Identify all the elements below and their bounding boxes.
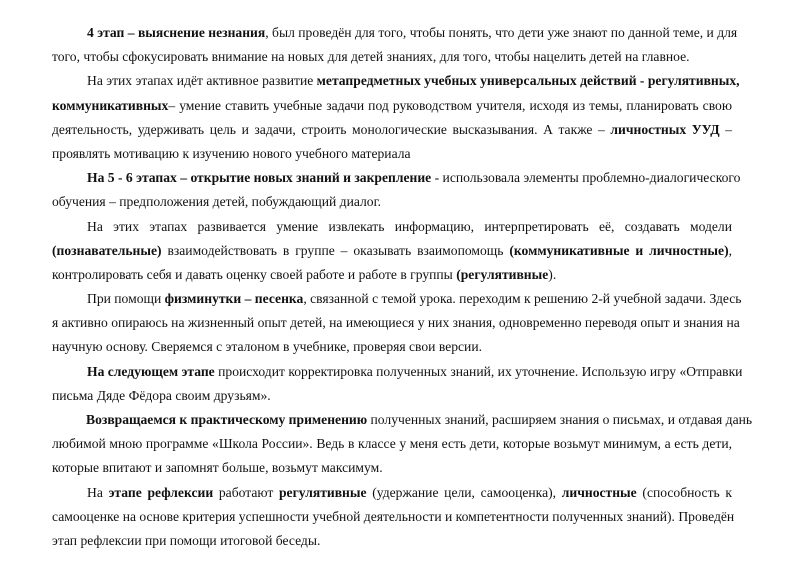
paragraph [52, 166, 741, 214]
bold-text-run: коммуникативных [52, 97, 169, 113]
document-body [52, 21, 753, 553]
text-line [52, 481, 732, 505]
text-run: того, чтобы сфокусировать внимание на новых для детей знаниях, для того, чтобы нацелить детей на главное. [52, 49, 690, 65]
text-run: контролировать себя и давать оценку своей работе и работе в группы [52, 266, 457, 282]
text-run: – умение ставить учебные задачи под руководством учителя, исходя из темы, планировать свою [168, 97, 732, 113]
text-run: На [87, 484, 109, 500]
text-line [52, 311, 740, 335]
paragraph [52, 360, 743, 408]
paragraph [52, 215, 732, 288]
bold-text-run: метапредметных учебных универсальных действий - регулятивных, [316, 73, 740, 89]
bold-text-run: (коммуникативные и личностные) [509, 242, 729, 258]
text-run: - использовала элементы проблемно-диалогического [431, 170, 741, 186]
text-run: (удержание цели, самооценка), [366, 484, 562, 500]
paragraph [52, 481, 735, 554]
text-run: На этих этапах развивается умение извлекать информацию, интерпретировать её, создавать модели [87, 218, 732, 234]
text-line [52, 335, 732, 359]
text-line [52, 505, 735, 529]
text-run: полученных знаний, расширяем знания о письмах, и отдавая дань [367, 412, 753, 427]
bold-text-run: (познавательные) [52, 242, 162, 258]
text-run: , [728, 242, 732, 258]
bold-text-run: регулятивные [279, 484, 367, 500]
text-line [52, 384, 732, 408]
text-run: которые впитают и запомнят больше, возьмут максимум. [52, 460, 383, 476]
bold-text-run: 4 этап – выяснение незнания [87, 25, 266, 40]
bold-text-run: Возвращаемся к практическому применению [86, 412, 368, 427]
text-line [52, 190, 732, 214]
text-line [52, 166, 741, 190]
text-line [52, 45, 732, 69]
text-line [52, 408, 753, 432]
text-run: обучения – предположения детей, побуждающий диалог. [52, 194, 382, 210]
paragraph [52, 21, 738, 69]
bold-text-run: этапе рефлексии [108, 484, 214, 500]
text-line [52, 529, 732, 553]
text-run: я активно опираюсь на жизненный опыт детей, на имеющиеся у них знания, одновременно переводя опыт и знания на [52, 315, 740, 331]
text-run: самооценке на основе критерия успешности учебной деятельности и компетентности полученных знаний). Проведён [52, 508, 735, 524]
paragraph [52, 408, 753, 481]
text-line [52, 239, 732, 263]
text-line [52, 360, 743, 384]
text-run: (способность к [636, 484, 733, 500]
bold-text-run: личностных УУД [610, 121, 720, 137]
text-run: На этих этапах идёт активное развитие [87, 73, 317, 89]
text-line [52, 263, 732, 287]
paragraph [52, 287, 742, 360]
text-line [52, 142, 732, 166]
text-run: письма Дяде Фёдора своим друзьям». [52, 387, 271, 403]
text-run: взаимодействовать в группе – оказывать взаимопомощь [161, 242, 510, 258]
text-line [52, 432, 732, 456]
text-line [52, 94, 732, 118]
bold-text-run: личностные [561, 484, 637, 500]
bold-text-run: (регулятивные [456, 266, 549, 282]
text-run: любимой мною программе «Школа России». Ведь в классе у меня есть дети, которые возьмут минимум, а есть дети, [52, 436, 732, 452]
text-run: , связанной с темой урока. переходим к решению 2-й учебной задачи. Здесь [303, 291, 742, 307]
text-line [52, 456, 732, 480]
text-line [52, 287, 742, 311]
text-run: этап рефлексии при помощи итоговой беседы. [52, 532, 321, 548]
bold-text-run: На 5 - 6 этапах – открытие новых знаний и закрепление [87, 170, 432, 186]
text-run: При помощи [87, 291, 165, 307]
bold-text-run: физминутки – песенка [164, 291, 304, 307]
text-line [52, 69, 740, 93]
text-run: работают [213, 484, 279, 500]
paragraph [52, 69, 740, 166]
text-run: научную основу. Сверяемся с эталоном в учебнике, проверяя свои версии. [52, 339, 483, 355]
text-run: – [719, 121, 732, 137]
text-run: деятельность, удерживать цель и задачи, строить монологические высказывания. А также – [52, 121, 611, 137]
text-line [52, 21, 738, 45]
text-line [52, 215, 732, 239]
text-run: проявлять мотивацию к изучению нового учебного материала [52, 145, 411, 161]
text-run: , был проведён для того, чтобы понять, что дети уже знают по данной теме, и для [265, 25, 738, 40]
bold-text-run: На следующем этапе [87, 363, 215, 379]
text-run: ). [548, 266, 557, 282]
text-line [52, 118, 732, 142]
text-run: происходит корректировка полученных знаний, их уточнение. Использую игру «Отправки [214, 363, 743, 379]
